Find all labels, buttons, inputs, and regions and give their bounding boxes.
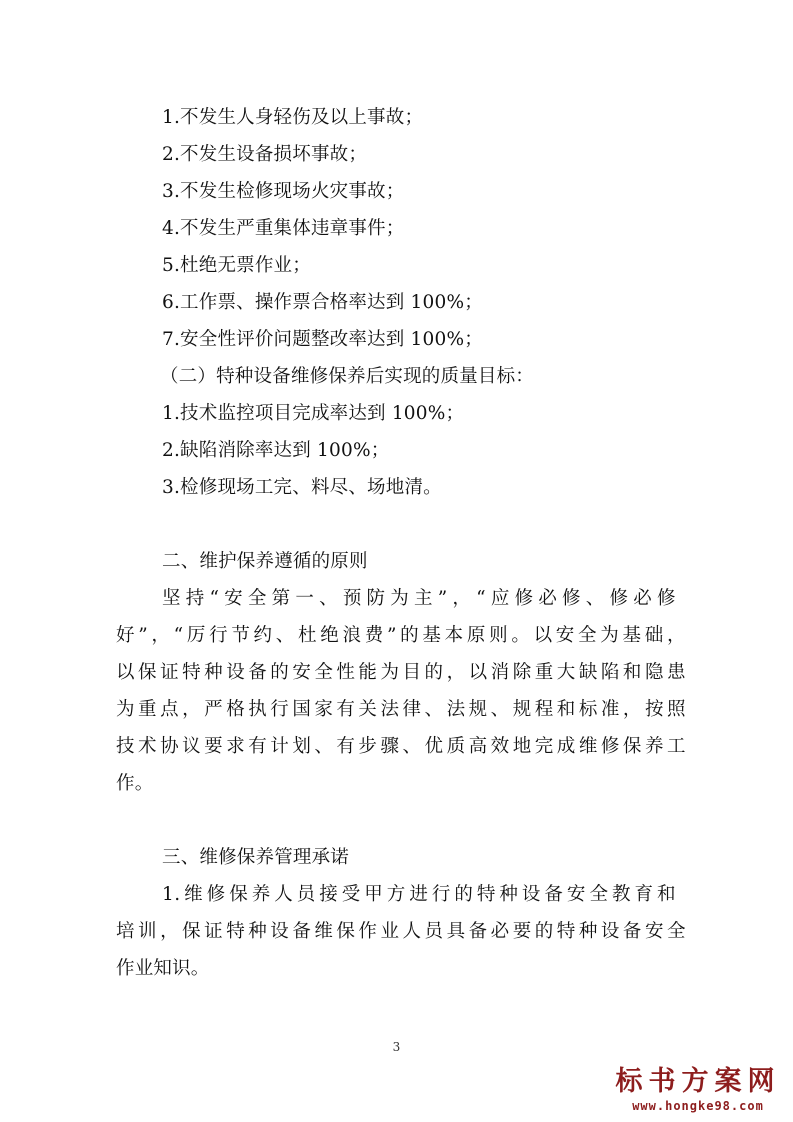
commitment-paragraph-line: 培训，保证特种设备维保作业人员具备必要的特种设备安全 [116,921,686,942]
principles-paragraph-line: 作。 [116,773,154,794]
safety-goal-item: 7.安全性评价问题整改率达到 100%； [162,329,483,350]
watermark [613,1066,783,1114]
safety-goal-item: 4.不发生严重集体违章事件； [162,218,405,239]
safety-goal-item: 3.不发生检修现场火灾事故； [162,181,405,202]
commitment-paragraph-line: 作业知识。 [116,958,210,979]
quality-goal-item: 1.技术监控项目完成率达到 100%； [162,403,465,424]
principles-heading: 二、维护保养遵循的原则 [162,551,368,572]
watermark-title: 标书方案网 [615,1066,781,1097]
principles-paragraph-line: 技术协议要求有计划、有步骤、优质高效地完成维修保养工 [116,736,686,757]
safety-goal-item: 5.杜绝无票作业； [162,255,311,276]
quality-goal-item: 2.缺陷消除率达到 100%； [162,440,390,461]
principles-paragraph-line: 坚持“安全第一、预防为主”，“应修必修、修必修 [162,588,676,609]
quality-goal-item: 3.检修现场工完、料尽、场地清。 [162,477,442,498]
safety-goal-item: 1.不发生人身轻伤及以上事故； [162,107,424,128]
principles-paragraph-line: 好”，“厉行节约、杜绝浪费”的基本原则。以安全为基础， [116,625,686,646]
page-number: 3 [392,1040,401,1054]
commitment-heading: 三、维修保养管理承诺 [162,847,350,868]
quality-goals-heading: （二）特种设备维修保养后实现的质量目标： [160,366,535,387]
principles-paragraph-line: 为重点，严格执行国家有关法律、法规、规程和标准，按照 [116,699,686,720]
watermark-url: www.hongke98.com [632,1099,764,1113]
principles-paragraph-line: 以保证特种设备的安全性能为目的，以消除重大缺陷和隐患 [116,662,686,683]
safety-goal-item: 2.不发生设备损坏事故； [162,144,368,165]
commitment-paragraph-line: 1.维修保养人员接受甲方进行的特种设备安全教育和 [162,884,676,905]
safety-goal-item: 6.工作票、操作票合格率达到 100%； [162,292,483,313]
